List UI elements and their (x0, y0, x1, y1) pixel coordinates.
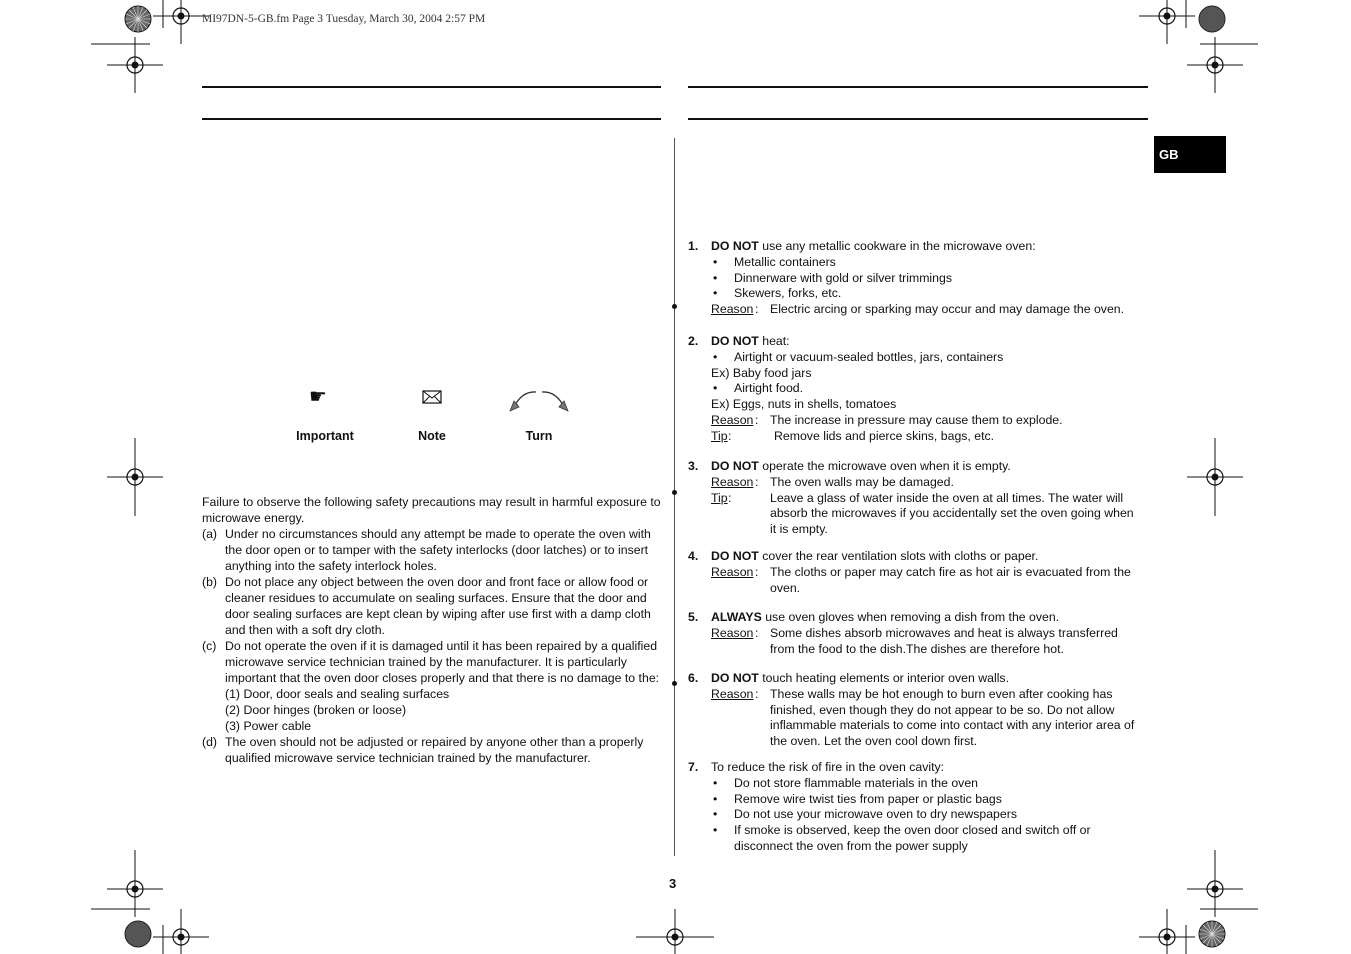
rule-item-6: 6. DO NOT touch heating elements or interior oven walls. Reason : These walls may be hot enough to burn even after cooking has finished, even though they do not appear to be so. Do not allow inflammable materials to come into contact with any interior area of the oven. Let the oven cool down first. (688, 671, 1150, 750)
reason-row: Reason : The increase in pressure may cause them to explode. (711, 412, 1063, 427)
example-text: Ex) Baby food jars (711, 365, 812, 380)
rule-item-2: 2. DO NOT heat: • Airtight or vacuum-sealed bottles, jars, containers Ex) Baby food jars • Airtight food. Ex) Eggs, nuts in shells, tomatoes Reason : The increase in pressure may cause them to explode. Tip : Remove lids and pierce skins, bags, etc. (688, 334, 1150, 445)
bullet-item: • If smoke is observed, keep the oven door closed and switch off or disconnect the oven from the power supply (711, 823, 1114, 855)
page-number: 3 (669, 876, 677, 891)
reason-row: Reason : Some dishes absorb microwaves and heat is always transferred from the food to the dish.The dishes are therefore hot. (711, 625, 1118, 656)
envelope-icon (422, 389, 442, 405)
reason-row: Reason : These walls may be hot enough to burn even after cooking has finished, even though they do not appear to be so. Do not allow inflammable materials to come into contact with any interior area of the oven. Let the oven cool down first. (711, 686, 1135, 749)
bullet-item: • Skewers, forks, etc. (711, 286, 1150, 302)
header-rule (202, 118, 661, 120)
print-header: MI97DN-5-GB.fm Page 3 Tuesday, March 30, 2004 2:57 PM (202, 13, 486, 25)
crosshair-icon (107, 37, 163, 93)
rule-item-3: 3. DO NOT operate the microwave oven when it is empty. Reason : The oven walls may be damaged. Tip : Leave a glass of water inside the oven at all times. The water will absorb the microwaves if you accidentally set the oven going when it is empty. (688, 459, 1150, 538)
reason-row: Reason : Electric arcing or sparking may occur and may damage the oven. (711, 302, 1125, 317)
header-rule (688, 118, 1148, 120)
registration-dot-icon (1199, 6, 1225, 32)
header-rule (202, 86, 661, 88)
safety-sub-item: (2) Door hinges (broken or loose) (225, 703, 407, 717)
legend-label-note: Note (418, 429, 446, 443)
bullet-item: • Do not use your microwave oven to dry newspapers (711, 807, 1150, 823)
safety-intro: Failure to observe the following safety precautions may result in harmful exposure to microwave energy. (202, 495, 661, 525)
divider-dot (672, 681, 677, 686)
pointing-hand-icon: ☛ (309, 386, 327, 408)
safety-item: (a) Under no circumstances should any attempt be made to operate the oven with the door open or to tamper with the safety interlocks (door latches) or to insert anything into the safety interlock holes. (202, 527, 651, 573)
divider-dot (672, 304, 677, 309)
language-tab: GB (1154, 136, 1226, 173)
rule-item-7: 7. To reduce the risk of fire in the oven cavity: • Do not store flammable materials in the oven • Remove wire twist ties from paper or plastic bags • Do not use your microwave oven to dry newspapers • If smoke is observed, keep the oven door closed and switch off or disconnect the oven from the power supply (688, 760, 1150, 855)
header-rule (688, 86, 1148, 88)
bullet-item: • Metallic containers (711, 255, 1150, 271)
rule-item-5: 5. ALWAYS use oven gloves when removing a dish from the oven. Reason : Some dishes absorb microwaves and heat is always transferred from the food to the dish.The dishes are therefore hot. (688, 610, 1150, 657)
bullet-item: • Do not store flammable materials in the oven (711, 776, 1150, 792)
column-divider (674, 138, 675, 856)
crosshair-icon (647, 909, 703, 954)
rule-item-1: 1. DO NOT use any metallic cookware in the microwave oven: • Metallic containers • Dinnerware with gold or silver trimmings • Skewers, forks, etc. Reason : Electric arcing or sparking may occur and may damage the oven. (688, 239, 1150, 318)
crosshair-icon (153, 0, 209, 44)
legend-label-turn: Turn (525, 429, 553, 443)
crosshair-icon (153, 909, 209, 954)
safety-item: (b) Do not place any object between the oven door and front face or allow food or cleaner residues to accumulate on sealing surfaces. Ensure that the door and door sealing surfaces are kept clean by wiping after use first with a damp cloth and then with a soft dry cloth. (202, 575, 651, 637)
registration-dot-icon (125, 921, 151, 947)
tip-row: Tip : Remove lids and pierce skins, bags, etc. (711, 428, 995, 443)
bullet-item: • Remove wire twist ties from paper or plastic bags (711, 792, 1150, 808)
divider-dot (672, 490, 677, 495)
legend-label-important: Important (296, 429, 354, 443)
reason-row: Reason : The oven walls may be damaged. (711, 474, 954, 489)
tip-row: Tip : Leave a glass of water inside the oven at all times. The water will absorb the microwaves if you accidentally set the oven going when it is empty. (711, 490, 1134, 537)
bullet-item: • Airtight or vacuum-sealed bottles, jars, containers (711, 350, 1150, 366)
bullet-item: • Dinnerware with gold or silver trimmings (711, 271, 1150, 287)
crosshair-icon (1139, 0, 1195, 44)
safety-item: (d) The oven should not be adjusted or repaired by anyone other than a properly qualified microwave service technician trained by the manufacturer. (202, 735, 644, 765)
reason-row: Reason : The cloths or paper may catch fire as hot air is evacuated from the oven. (711, 564, 1131, 595)
safety-item: (c) Do not operate the oven if it is damaged until it has been repaired by a qualified microwave service technician trained by the manufacturer. It is particularly important that the oven door closes properly and that there is no damage to the: (202, 639, 660, 685)
safety-precautions (202, 494, 662, 766)
safety-sub-item: (3) Power cable (225, 719, 312, 733)
registration-sun-icon (125, 6, 151, 32)
turn-arrows-icon (508, 387, 570, 413)
crosshair-icon (1139, 909, 1195, 954)
crosshair-icon (1187, 37, 1243, 93)
safety-sub-item: (1) Door, door seals and sealing surfaces (225, 687, 450, 701)
registration-sun-icon (1199, 921, 1225, 947)
rule-item-4: 4. DO NOT cover the rear ventilation slots with cloths or paper. Reason : The cloths or paper may catch fire as hot air is evacuated from the oven. (688, 549, 1150, 596)
example-text: Ex) Eggs, nuts in shells, tomatoes (711, 397, 897, 412)
bullet-item: • Airtight food. (711, 381, 1150, 397)
